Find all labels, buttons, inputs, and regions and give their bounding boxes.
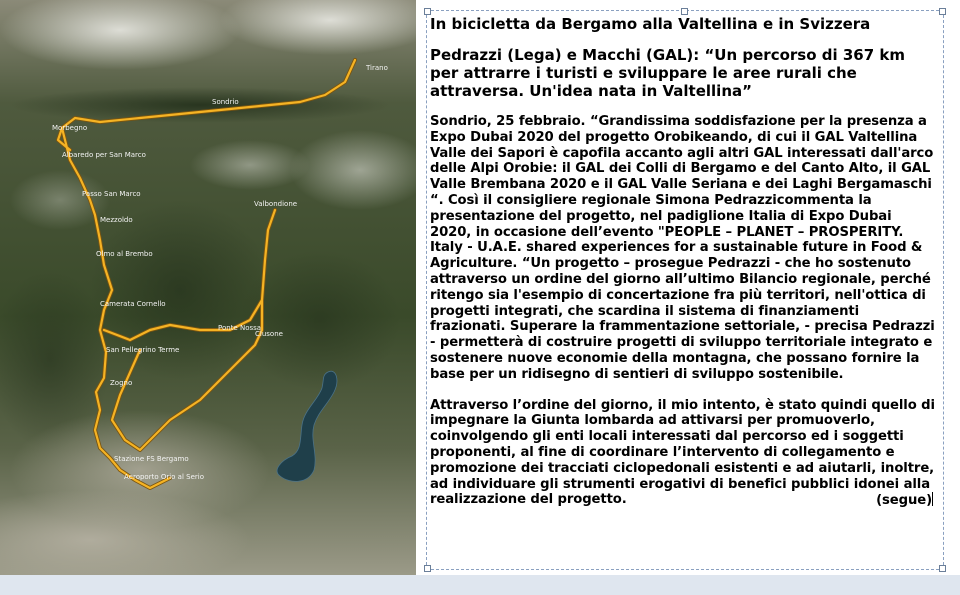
article-subheadline: Pedrazzi (Lega) e Macchi (GAL): “Un percorso di 367 km per attrarre i turisti e sviluppare le aree rurali che attraversa. Un'idea nata in Valtellina”: [430, 46, 905, 100]
map-label-passo: Passo San Marco: [82, 190, 141, 198]
map-label-aeroporto: Aeroporto Orio al Serio: [124, 473, 204, 481]
map-label-stazione: Stazione FS Bergamo: [114, 455, 189, 463]
article-paragraph-2: [430, 398, 937, 509]
resize-handle-top-left[interactable]: [424, 8, 431, 15]
map-label-olmo: Olmo al Brembo: [96, 250, 153, 258]
resize-handle-bottom-right[interactable]: [939, 565, 946, 572]
map-label-tirano: Tirano: [366, 64, 388, 72]
map-label-sondrio: Sondrio: [212, 98, 239, 106]
map-label-camerata: Camerata Cornello: [100, 300, 166, 308]
map-label-clusone: Clusone: [255, 330, 283, 338]
map-label-pellegrino: San Pellegrino Terme: [106, 346, 180, 354]
article-paragraph-1: Sondrio, 25 febbraio. “Grandissima soddisfazione per la presenza a Expo Dubai 2020 del progetto Orobikeando, di cui il GAL Valtellina Valle dei Sapori è capofila accanto agli altri GAL interessati dall'arco delle Alpi Orobie: il GAL dei Colli di Bergamo e del Canto Alto, il GAL Valle Brembana 2020 e il GAL Valle Seriana e dei Laghi Bergamaschi “. Così il consigliere regionale Simona Pedrazzicommenta la presentazione del progetto, nel padiglione Italia di Expo Dubai 2020, in occasione dell’evento "PEOPLE – PLANET – PROSPERITY. Italy - U.A.E. shared experiences for a sustainable future in Food & Agriculture. “Un progetto – prosegue Pedrazzi - che ho sostenuto attraverso un ordine del giorno all’ultimo Bilancio regionale, perché ritengo sia l'esempio di concertazione fra più territori, nell'ottica di progetti integrati, che scardina il sistema di finanziamenti frazionati. Superare la frammentazione settoriale, - precisa Pedrazzi - permetterà di costruire progetti di sviluppo territoriale integrato e sostenere nuove economie della montagna, che possano fornire la base per un ridisegno di sentieri di sviluppo sostenibile.: [430, 114, 935, 382]
map-label-morbegno: Morbegno: [52, 124, 88, 132]
text-cursor: [932, 492, 933, 506]
resize-handle-top[interactable]: [681, 8, 688, 15]
segue-label: (segue): [876, 493, 932, 509]
map-label-mezzoldo: Mezzoldo: [100, 216, 133, 224]
route-map: [0, 0, 416, 575]
resize-handle-top-right[interactable]: [939, 8, 946, 15]
map-label-albaredo: Albaredo per San Marco: [62, 151, 146, 159]
map-label-valbondione: Valbondione: [254, 200, 298, 208]
article-paragraph-2-text: Attraverso l’ordine del giorno, il mio intento, è stato quindi quello di impegnare la Giunta lombarda ad attivarsi per promuoverlo, coinvolgendo gli enti locali interessati dal percorso ed i soggetti proponenti, al fine di coordinare l’intervento di collegamento e promozione dei tracciati ciclopedonali esistenti e ad aiutarli, inoltre, ad individuare gli strumenti erogativi di benefici pubblici idonei alla realizzazione del progetto.: [430, 397, 935, 508]
map-label-ponte: Ponte Nossa: [218, 324, 262, 332]
article-textbox[interactable]: [426, 10, 944, 570]
resize-handle-bottom-left[interactable]: [424, 565, 431, 572]
editor-background-strip: [0, 575, 960, 595]
map-label-zogno: Zogno: [110, 379, 133, 387]
article-headline: In bicicletta da Bergamo alla Valtellina e in Svizzera: [430, 15, 871, 33]
